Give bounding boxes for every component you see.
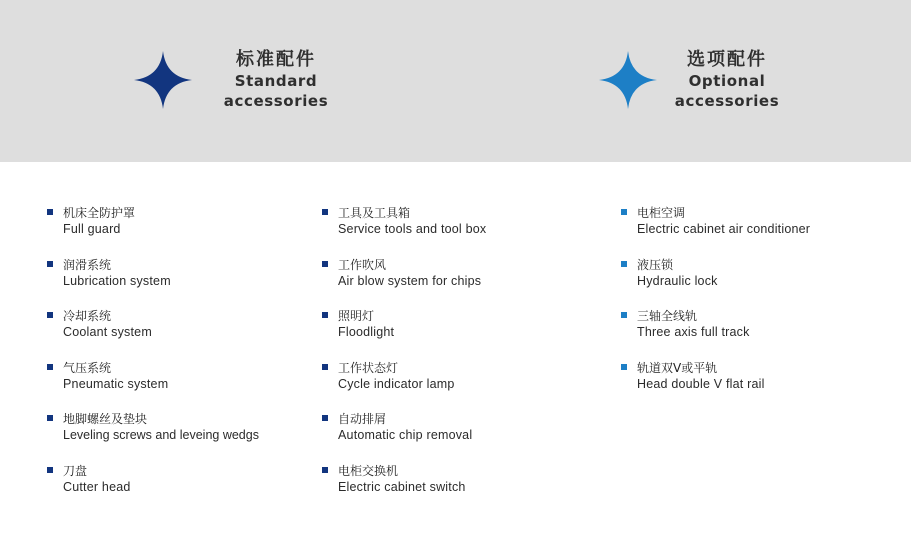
list-item — [47, 257, 259, 309]
list-item — [322, 205, 486, 257]
standard-title-zh: 标准配件 — [236, 49, 316, 70]
list-item — [621, 257, 810, 309]
standard-title-en-2: accessories — [223, 92, 329, 110]
item-label-en: Head double V flat rail — [637, 376, 765, 391]
item-label-en: Cutter head — [63, 479, 131, 494]
item-label-en: Coolant system — [63, 325, 152, 339]
bullet-square-icon — [621, 364, 627, 370]
item-label-zh: 工具及工具箱 — [338, 206, 411, 220]
item-label-zh: 轨道双V或平轨 — [637, 360, 718, 375]
bullet-square-icon — [322, 415, 328, 421]
item-label-zh: 冷却系统 — [63, 309, 112, 323]
list-item — [47, 360, 259, 412]
item-label-en: Air blow system for chips — [338, 273, 482, 288]
bullet-square-icon — [322, 209, 328, 215]
list-item — [322, 411, 486, 463]
bullet-square-icon — [322, 467, 328, 473]
list-item — [621, 308, 810, 360]
item-label-zh: 电柜空调 — [637, 206, 686, 220]
list-item — [322, 257, 486, 309]
item-label-en: Lubrication system — [63, 273, 171, 288]
bullet-square-icon — [322, 312, 328, 318]
item-label-zh: 机床全防护罩 — [63, 206, 136, 220]
optional-title-zh: 选项配件 — [687, 49, 767, 70]
standard-list-column-2 — [322, 205, 486, 514]
item-label-zh: 液压锁 — [637, 257, 674, 272]
list-item — [621, 360, 810, 412]
optional-title-en-2: accessories — [674, 92, 780, 110]
item-label-zh: 照明灯 — [338, 309, 375, 323]
bullet-square-icon — [322, 364, 328, 370]
item-label-zh: 工作吹风 — [338, 257, 387, 272]
item-label-en: Automatic chip removal — [338, 428, 473, 442]
item-label-zh: 电柜交换机 — [338, 463, 399, 478]
item-label-zh: 地脚螺丝及垫块 — [63, 412, 148, 426]
item-label-en: Hydraulic lock — [637, 273, 718, 288]
item-label-zh: 润滑系统 — [63, 257, 112, 272]
bullet-square-icon — [621, 261, 627, 267]
bullet-square-icon — [621, 209, 627, 215]
item-label-zh: 刀盘 — [63, 463, 88, 478]
item-label-en: Cycle indicator lamp — [338, 376, 455, 391]
list-item — [47, 205, 259, 257]
list-item — [47, 308, 259, 360]
bullet-square-icon — [47, 312, 53, 318]
item-label-en: Floodlight — [338, 325, 395, 339]
bullet-square-icon — [47, 467, 53, 473]
bullet-square-icon — [47, 415, 53, 421]
list-item — [322, 360, 486, 412]
item-label-en: Leveling screws and leveing wedgs — [63, 428, 259, 442]
standard-list-column-1 — [47, 205, 259, 514]
item-label-zh: 工作状态灯 — [338, 360, 399, 375]
list-item — [322, 308, 486, 360]
optional-list-column — [621, 205, 810, 411]
bullet-square-icon — [322, 261, 328, 267]
item-label-zh: 自动排屑 — [338, 412, 387, 426]
standard-heading — [216, 49, 336, 111]
list-item — [322, 463, 486, 515]
standard-title-en-1: Standard — [234, 72, 318, 90]
bullet-square-icon — [621, 312, 627, 318]
list-item — [621, 205, 810, 257]
item-label-zh: 气压系统 — [63, 360, 112, 375]
item-label-zh: 三轴全线轨 — [637, 309, 698, 323]
list-item — [47, 411, 259, 463]
bullet-square-icon — [47, 364, 53, 370]
list-item — [47, 463, 259, 515]
item-label-en: Three axis full track — [637, 325, 750, 339]
item-label-en: Electric cabinet air conditioner — [637, 222, 811, 236]
bullet-square-icon — [47, 261, 53, 267]
item-label-en: Electric cabinet switch — [338, 479, 466, 494]
item-label-en: Full guard — [63, 222, 121, 236]
bullet-square-icon — [47, 209, 53, 215]
optional-title-en-1: Optional — [688, 72, 766, 90]
item-label-en: Pneumatic system — [63, 376, 169, 391]
optional-heading — [667, 49, 787, 111]
optional-star-icon — [599, 51, 657, 109]
item-label-en: Service tools and tool box — [338, 222, 487, 236]
standard-star-icon — [134, 51, 192, 109]
